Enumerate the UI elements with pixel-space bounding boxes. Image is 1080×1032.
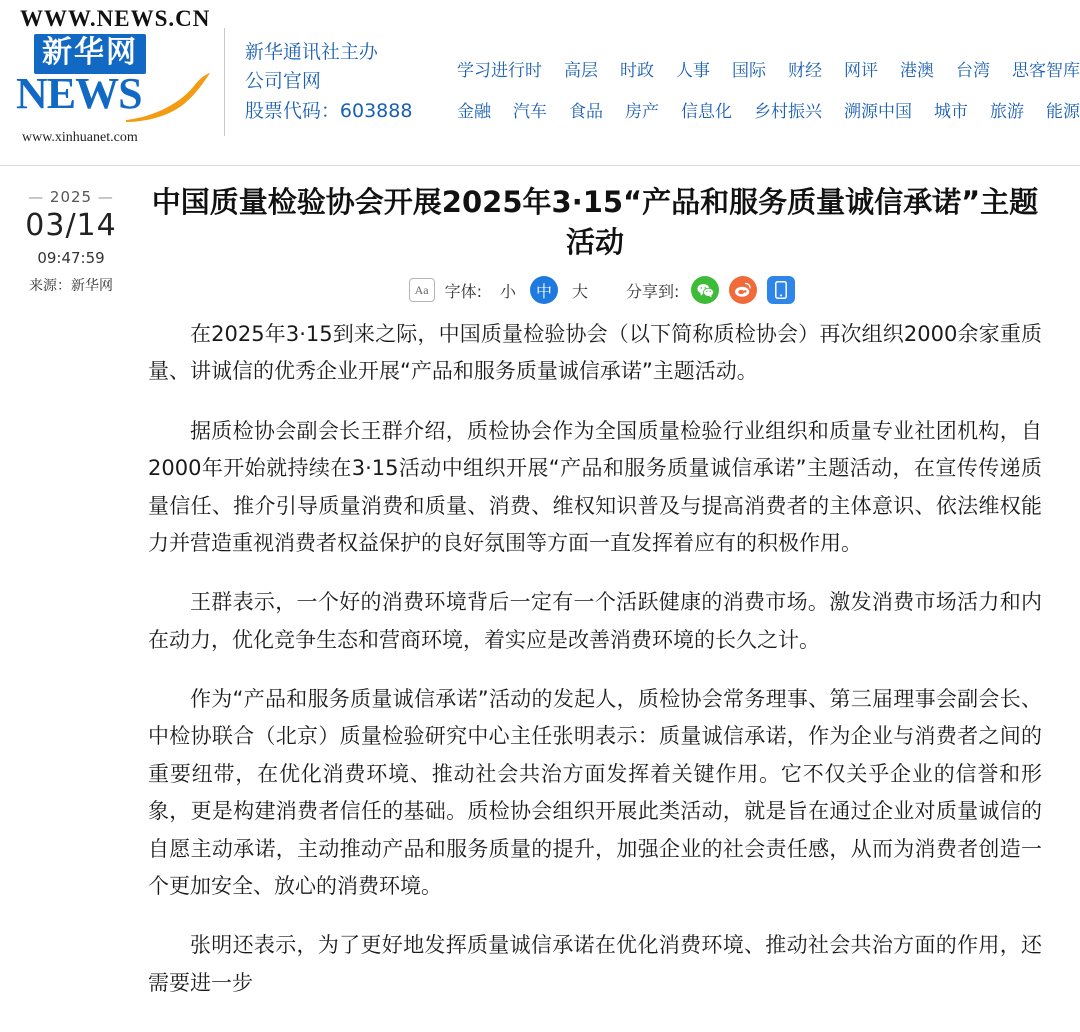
nav-item-taiwan[interactable]: 台湾 [956, 61, 990, 81]
wechat-glyph [697, 283, 714, 298]
nav-item-nengyuan[interactable]: 能源 [1046, 102, 1080, 122]
article-main [142, 176, 1080, 1024]
stock-code: 股票代码：603888 [244, 99, 413, 122]
article-toolbar [142, 276, 1062, 304]
org-line-1: 新华通讯社主办 [244, 41, 378, 63]
org-info [245, 4, 439, 126]
nav-item-fangchan[interactable]: 房产 [625, 102, 659, 122]
nav-item-guoji[interactable]: 国际 [732, 61, 766, 81]
site-header [0, 0, 1080, 166]
nav-item-gangao[interactable]: 港澳 [900, 61, 934, 81]
nav-item-lvyou[interactable]: 旅游 [990, 102, 1024, 122]
logo-swoosh-icon [124, 72, 212, 124]
publish-year-value: 2025 [49, 188, 93, 206]
share-label: 分享到: [626, 281, 680, 301]
logo-url-bottom: www.xinhuanet.com [22, 130, 138, 145]
header-divider [224, 28, 225, 136]
page-title: 中国质量检验协会开展2025年3·15“产品和服务质量诚信承诺”主题活动 [151, 185, 1039, 260]
publish-time: 09:47:59 [37, 249, 105, 267]
site-nav [439, 4, 1080, 138]
article-paragraph: 作为“产品和服务质量诚信承诺”活动的发起人，质检协会常务理事、第三届理事会副会长、中检协联合（北京）质量检验研究中心主任张明表示：质量诚信承诺，作为企业与消费者之间的重要纽带，在优化消费环境、推动社会共治方面发挥着关键作用。它不仅关乎企业的信誉和形象，更是构建消费者信任的基础。质检协会组织开展此类活动，就是旨在通过企业对质量诚信的自愿主动承诺，主动推动产品和服务质量的提升，加强企业的社会责任感，从而为消费者创造一个更加安全、放心的消费环境。 [148, 687, 1042, 898]
link-icon[interactable] [767, 276, 795, 304]
nav-item-jinrong[interactable]: 金融 [457, 102, 491, 122]
font-size-large[interactable]: 大 [572, 281, 589, 301]
nav-item-wangping[interactable]: 网评 [844, 61, 878, 81]
logo-url-top: WWW.NEWS.CN [20, 6, 211, 31]
nav-item-chengshi[interactable]: 城市 [934, 102, 968, 122]
font-size-label: 字体: [444, 281, 482, 301]
org-line-2: 公司官网 [244, 70, 321, 93]
logo-mark [16, 34, 212, 126]
article-meta [0, 176, 142, 1024]
nav-item-xinxihua[interactable]: 信息化 [681, 102, 732, 122]
nav-row-1 [457, 56, 1080, 81]
article-paragraph: 张明还表示，为了更好地发挥质量诚信承诺在优化消费环境、推动社会共治方面的作用，还需要进一步 [148, 933, 1042, 995]
logo-news-mark: NEWS [16, 69, 142, 118]
wechat-icon[interactable] [691, 276, 719, 304]
publish-year: — 2025 — [28, 188, 114, 206]
nav-item-shipin[interactable]: 食品 [569, 102, 603, 122]
font-size-small[interactable]: 小 [499, 281, 516, 301]
weibo-glyph [734, 282, 752, 298]
article-paragraph: 王群表示，一个好的消费环境背后一定有一个活跃健康的消费市场。激发消费市场活力和内在动力，优化竞争生态和营商环境，着实应是改善消费环境的长久之计。 [148, 590, 1042, 652]
font-size-medium[interactable]: 中 [530, 276, 558, 304]
nav-item-caijing[interactable]: 财经 [788, 61, 822, 81]
article-paragraph: 据质检协会副会长王群介绍，质检协会作为全国质量检验行业组织和质量专业社团机构，自2000年开始就持续在3·15活动中组织开展“产品和服务质量诚信承诺”主题活动，在宣传传递质量信任、推介引导质量消费和质量、消费、维权知识普及与提高消费者的主体意识、依法维权能力并营造重视消费者权益保护的良好氛围等方面一直发挥着应有的积极作用。 [148, 418, 1042, 555]
nav-item-suyuan[interactable]: 溯源中国 [844, 102, 912, 122]
site-logo[interactable] [0, 4, 212, 146]
nav-item-gaoceng[interactable]: 高层 [564, 61, 598, 81]
logo-chinese-mark: 新华网 [34, 34, 146, 74]
nav-item-sike[interactable]: 思客智库 [1012, 61, 1080, 81]
weibo-icon[interactable] [729, 276, 757, 304]
nav-item-renshi[interactable]: 人事 [676, 61, 710, 81]
nav-item-xuexi[interactable]: 学习进行时 [457, 61, 542, 81]
nav-item-shizheng[interactable]: 时政 [620, 61, 654, 81]
article-container [0, 166, 1080, 1024]
article-body [142, 310, 1062, 1002]
nav-item-qiche[interactable]: 汽车 [513, 102, 547, 122]
article-paragraph: 在2025年3·15到来之际，中国质量检验协会（以下简称质检协会）再次组织2000余家重质量、讲诚信的优秀企业开展“产品和服务质量诚信承诺”主题活动。 [148, 322, 1042, 384]
nav-row-2 [457, 97, 1080, 122]
font-size-icon: Aa [409, 278, 435, 302]
publish-date: 03/14 [25, 208, 117, 243]
mobile-glyph [775, 281, 787, 299]
article-source: 来源：新华网 [29, 278, 113, 294]
nav-item-xiangcun[interactable]: 乡村振兴 [754, 102, 822, 122]
